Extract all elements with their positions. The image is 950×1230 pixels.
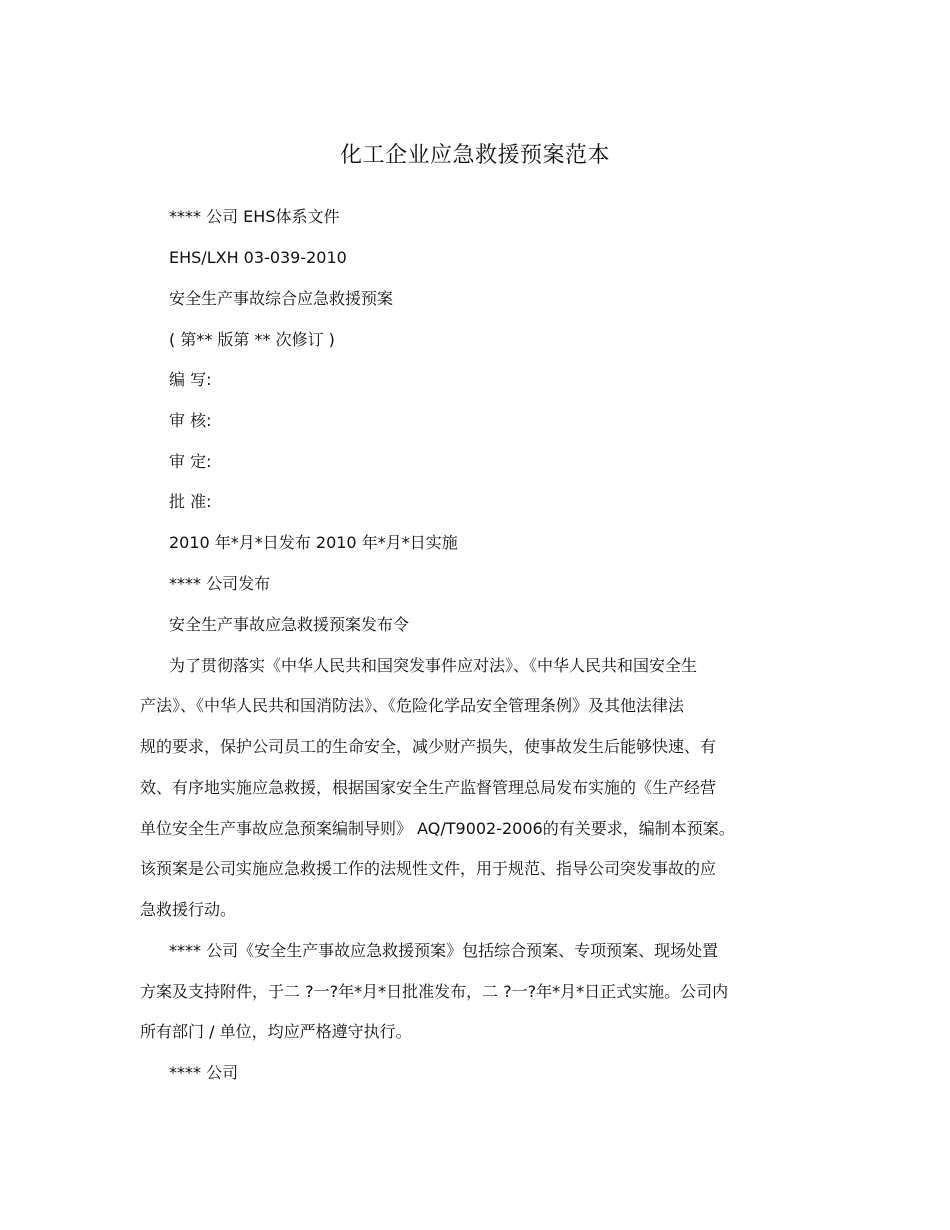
date-line: 2010 年*月*日发布 2010 年*月*日实施 xyxy=(169,533,458,552)
paragraph-1-line: 单位安全生产事故应急预案编制导则》 AQ/T9002-2006的有关要求，编制本预案。 xyxy=(140,819,735,838)
paragraph-2-line: 所有部门 / 单位，均应严格遵守执行。 xyxy=(140,1022,412,1041)
author-line: 编 写: xyxy=(169,370,212,389)
company-doc-line: **** 公司 EHS体系文件 xyxy=(169,207,340,226)
paragraph-1-line: 该预案是公司实施应急救援工作的法规性文件，用于规范、指导公司突发事故的应 xyxy=(140,859,717,878)
reviewer-line: 审 核: xyxy=(169,411,212,430)
paragraph-1-line: 产法》、《中华人民共和国消防法》、《危险化学品安全管理条例》及其他法律法 xyxy=(140,696,685,715)
release-order-heading: 安全生产事故应急救援预案发布令 xyxy=(169,615,410,634)
paragraph-1-line: 规的要求，保护公司员工的生命安全，减少财产损失，使事故发生后能够快速、有 xyxy=(140,737,717,756)
revision-line: ( 第** 版第 ** 次修订 ) xyxy=(169,330,335,349)
signature-line: **** 公司 xyxy=(169,1063,239,1082)
authorizer-line: 批 准: xyxy=(169,492,212,511)
doc-code-line: EHS/LXH 03-039-2010 xyxy=(169,248,347,267)
paragraph-1-line: 急救援行动。 xyxy=(140,900,237,919)
paragraph-1-line: 为了贯彻落实《中华人民共和国突发事件应对法》、《中华人民共和国安全生 xyxy=(169,656,698,675)
publisher-line: **** 公司发布 xyxy=(169,574,271,593)
paragraph-1-line: 效、有序地实施应急救援，根据国家安全生产监督管理总局发布实施的《生产经营 xyxy=(140,778,717,797)
paragraph-2-line: 方案及支持附件，于二 ?一?年*月*日批准发布，二 ?一?年*月*日正式实施。公司内 xyxy=(140,982,729,1001)
approver-line: 审 定: xyxy=(169,452,212,471)
paragraph-2-line: **** 公司《安全生产事故应急救援预案》包括综合预案、专项预案、现场处置 xyxy=(169,941,719,960)
plan-name-line: 安全生产事故综合应急救援预案 xyxy=(169,289,394,308)
document-title: 化工企业应急救援预案范本 xyxy=(339,143,610,168)
